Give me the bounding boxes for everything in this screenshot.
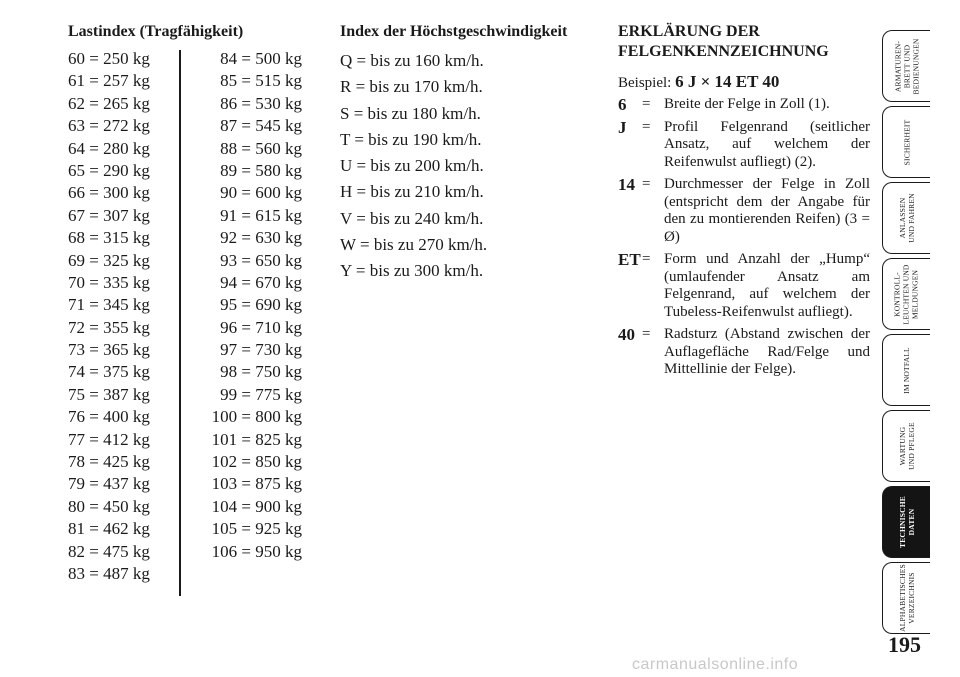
speed-index-row: H = bis zu 210 km/h. — [340, 182, 484, 202]
load-index-row: 81 = 462 kg — [68, 519, 150, 539]
load-index-row: 105 = 925 kg — [211, 519, 302, 539]
load-index-row: 79 = 437 kg — [68, 474, 150, 494]
load-index-row: 71 = 345 kg — [68, 295, 150, 315]
rim-definition-text: Radsturz (Abstand zwischen der Auflagefläche Rad/Felge und Mittellinie der Felge). — [664, 326, 870, 377]
load-index-row: 64 = 280 kg — [68, 138, 150, 158]
chapter-tab[interactable] — [882, 410, 930, 482]
load-index-row: 60 = 250 kg — [68, 49, 150, 68]
load-index-row: 70 = 335 kg — [68, 272, 150, 292]
rim-example-label: Beispiel: — [618, 75, 672, 91]
load-index-row: 77 = 412 kg — [68, 429, 150, 449]
speed-index-row: Q = bis zu 160 km/h. — [340, 51, 484, 70]
chapter-tab-label: ALPHABETISCHES VERZEICHNIS — [897, 564, 916, 632]
load-index-row: 72 = 355 kg — [68, 317, 150, 337]
rim-definition-item — [618, 251, 870, 321]
rim-definitions — [618, 96, 870, 379]
rim-definition-text: Profil Felgenrand (seitlicher Ansatz, auf welchem der Reifenwulst aufliegt) (2). — [664, 118, 870, 170]
rim-definition-eq: = — [642, 326, 651, 342]
load-index-row: 67 = 307 kg — [68, 205, 150, 225]
chapter-tab-label: TECHNISCHE DATEN — [897, 495, 916, 549]
load-index-row: 61 = 257 kg — [68, 71, 150, 91]
load-index-row: 99 = 775 kg — [220, 384, 302, 404]
chapter-tab[interactable] — [882, 106, 930, 178]
speed-index-row: R = bis zu 170 km/h. — [340, 77, 483, 97]
rim-definition-eq: = — [642, 118, 651, 135]
load-index-title: Lastindex (Tragfähigkeit) — [68, 23, 244, 40]
rim-example-value: 6 J × 14 ET 40 — [675, 72, 780, 91]
rim-definition-code: 14 — [618, 175, 635, 194]
load-index-row: 91 = 615 kg — [220, 205, 302, 225]
load-index-row: 63 = 272 kg — [68, 116, 150, 136]
rim-definition-code: J — [618, 117, 627, 137]
rim-definition-item — [618, 176, 870, 246]
chapter-tab-label: ARMATUREN- BRETT UND BEDIENUNGEN — [893, 38, 921, 94]
rim-marking-title-line1: ERKLÄRUNG DER — [618, 23, 760, 40]
chapter-tab[interactable] — [882, 258, 930, 330]
chapter-tabs — [882, 30, 938, 638]
load-index-row: 85 = 515 kg — [220, 71, 302, 91]
speed-index-row: S = bis zu 180 km/h. — [340, 103, 481, 123]
load-index-row: 62 = 265 kg — [68, 93, 150, 113]
chapter-tab[interactable] — [882, 182, 930, 254]
rim-example — [618, 72, 870, 92]
load-index-row: 98 = 750 kg — [220, 362, 302, 382]
load-index-row: 101 = 825 kg — [211, 429, 302, 449]
chapter-tab[interactable] — [882, 30, 930, 102]
page-number: 195 — [888, 632, 921, 657]
load-index-row: 90 = 600 kg — [220, 183, 302, 203]
load-index-row: 68 = 315 kg — [68, 228, 150, 248]
chapter-tab-label: SICHERHEIT — [902, 119, 911, 165]
rim-definition-text: Breite der Felge in Zoll (1). — [664, 96, 830, 112]
load-index-left-column — [68, 48, 180, 585]
load-index-right-column — [200, 48, 302, 585]
load-index-row: 83 = 487 kg — [68, 563, 150, 583]
load-index-section — [68, 22, 308, 585]
load-index-row: 93 = 650 kg — [220, 250, 302, 270]
rim-definition-code: ET — [618, 250, 641, 269]
load-index-row: 78 = 425 kg — [68, 452, 150, 472]
rim-definition-eq: = — [642, 251, 651, 267]
load-index-row: 97 = 730 kg — [220, 340, 302, 360]
load-index-row: 87 = 545 kg — [220, 116, 302, 136]
load-index-row: 95 = 690 kg — [220, 295, 302, 315]
speed-index-title: Index der Höchstgeschwindigkeit — [340, 23, 568, 40]
chapter-tab[interactable] — [882, 486, 930, 558]
watermark: carmanualsonline.info — [632, 656, 799, 673]
load-index-row: 75 = 387 kg — [68, 384, 150, 404]
load-index-row: 94 = 670 kg — [220, 272, 302, 292]
load-index-row: 86 = 530 kg — [220, 93, 302, 113]
load-index-row: 66 = 300 kg — [68, 183, 150, 203]
load-index-row: 69 = 325 kg — [68, 250, 150, 270]
rim-definition-item — [618, 96, 870, 114]
rim-marking-title-line2: FELGENKENNZEICHNUNG — [618, 43, 829, 60]
load-index-row: 80 = 450 kg — [68, 496, 150, 516]
speed-index-section — [340, 22, 590, 285]
chapter-tab-label: ANLASSEN UND FAHREN — [897, 193, 916, 243]
rim-definition-code: 40 — [618, 325, 635, 344]
speed-index-list — [340, 48, 590, 285]
load-index-row: 100 = 800 kg — [211, 407, 302, 427]
chapter-tab-label: WARTUNG UND PFLEGE — [897, 422, 916, 470]
rim-definition-eq: = — [642, 176, 651, 192]
load-index-row: 76 = 400 kg — [68, 407, 150, 427]
rim-marking-section — [618, 22, 870, 384]
load-index-row: 96 = 710 kg — [220, 317, 302, 337]
chapter-tab[interactable] — [882, 562, 930, 634]
load-index-row: 92 = 630 kg — [220, 228, 302, 248]
chapter-tab-label: IM NOTFALL — [902, 346, 911, 394]
load-index-row: 65 = 290 kg — [68, 160, 150, 180]
rim-definition-item — [618, 326, 870, 379]
load-index-row: 74 = 375 kg — [68, 362, 150, 382]
load-index-row: 106 = 950 kg — [211, 541, 302, 561]
rim-definition-code: 6 — [618, 95, 627, 114]
rim-definition-text: Form und Anzahl der „Hump“ (umlaufender Ansatz am Felgenrand, auf welchem der Tubeless-Reifenwulst aufliegt). — [664, 251, 870, 320]
speed-index-row: V = bis zu 240 km/h. — [340, 208, 484, 228]
speed-index-row: W = bis zu 270 km/h. — [340, 235, 488, 255]
chapter-tab[interactable] — [882, 334, 930, 406]
speed-index-row: T = bis zu 190 km/h. — [340, 129, 482, 149]
rim-marking-title — [618, 22, 870, 62]
load-index-row: 82 = 475 kg — [68, 541, 150, 561]
load-index-table — [68, 48, 308, 585]
speed-index-row: Y = bis zu 300 km/h. — [340, 261, 484, 281]
load-index-row: 84 = 500 kg — [220, 49, 302, 68]
chapter-tab-label: KONTROLL- LEUCHTEN UND MELDUNGEN — [893, 263, 921, 325]
load-index-row: 104 = 900 kg — [211, 496, 302, 516]
column-divider — [179, 50, 181, 596]
rim-definition-eq: = — [642, 96, 651, 112]
load-index-row: 73 = 365 kg — [68, 340, 150, 360]
rim-definition-item — [618, 119, 870, 172]
load-index-row: 102 = 850 kg — [211, 452, 302, 472]
speed-index-row: U = bis zu 200 km/h. — [340, 156, 484, 176]
load-index-row: 88 = 560 kg — [220, 138, 302, 158]
load-index-row: 103 = 875 kg — [211, 474, 302, 494]
load-index-row: 89 = 580 kg — [220, 160, 302, 180]
rim-definition-text: Durchmesser der Felge in Zoll (entspricht dem der Angabe für den zu montierenden Reifen) (3 = Ø) — [664, 176, 870, 245]
